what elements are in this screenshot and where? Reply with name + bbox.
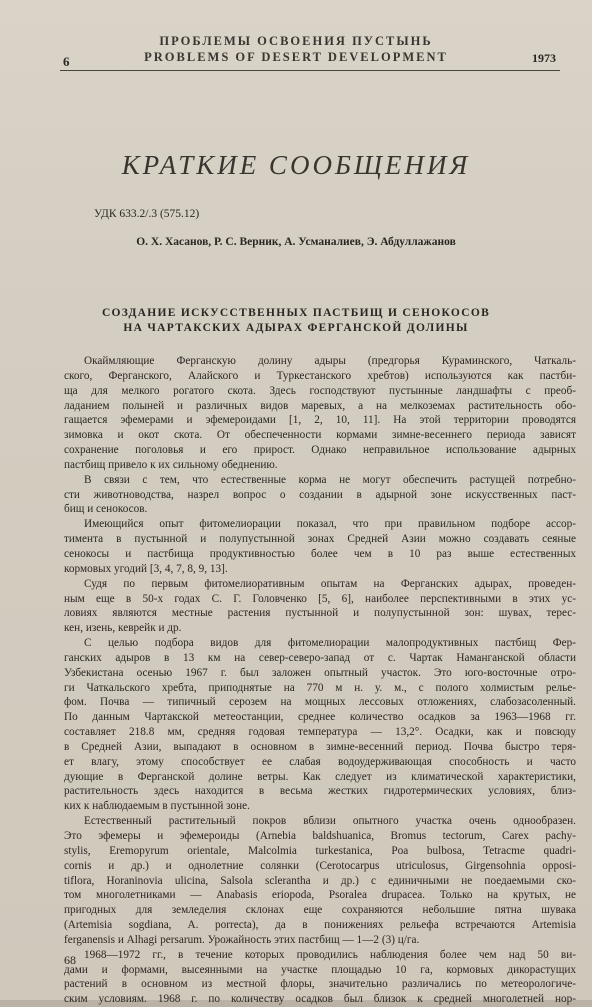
journal-title-ru: ПРОБЛЕМЫ ОСВОЕНИЯ ПУСТЫНЬ — [159, 34, 433, 48]
body-line: (Artemisia sogdiana, A. porrecta), да в понижениях рельефа встречаются Artemisia — [64, 919, 576, 932]
body-line: ги Чаткальского хребта, приподнятые на 770 м н. у. м., с полого холмистым релье- — [64, 681, 576, 694]
article-title-line-2: НА ЧАРТАКСКИХ АДЫРАХ ФЕРГАНСКОЙ ДОЛИНЫ — [123, 322, 469, 334]
issue-year: 1973 — [532, 51, 556, 65]
journal-title-en: PROBLEMS OF DESERT DEVELOPMENT — [144, 50, 448, 64]
body-line: Судя по первым фитомелиоративным опытам на Ферганских адырах, проведен- — [84, 577, 576, 590]
body-line: гащается эфемерами и эфемероидами [1, 2, 10, 11]. На этой территории проводятся — [64, 414, 576, 427]
page-number: 68 — [64, 953, 76, 967]
body-line: пригодных для земледелия склонах еще сохраняются небольшие пятна шувака — [64, 904, 576, 917]
body-line: сохранение поголовья и его прирост. Однако неправильное использование адырных — [64, 444, 576, 457]
body-line: По данным Чартакской метеостанции, среднее количество осадков за 1963—1968 гг. — [64, 711, 576, 724]
body-line: В связи с тем, что естественные корма не могут обеспечить растущей потребно- — [84, 473, 576, 486]
body-line: ным еще в 50-х годах С. Г. Головченко [5, 6], наиболее перспективными в этих ус- — [64, 592, 576, 605]
article-body — [64, 354, 576, 1007]
body-line: Окаймляющие Ферганскую долину адыры (предгорья Кураминского, Чаткаль- — [84, 355, 576, 367]
body-line: stylis, Eremopyrum orientale, Malcolmia turkestanica, Poa bulbosa, Tetracme quadri- — [64, 844, 576, 857]
body-line: сти животноводства, назрел вопрос о создании в адырной зоне искусственных паст- — [64, 488, 576, 501]
body-line: ловиях являются местные растения пустынной и полупустынной зон: шувах, терес- — [64, 607, 576, 620]
body-line: ганских адыров в 13 км на север-северо-запад от с. Чартак Наманганской области — [64, 651, 576, 664]
body-line: составляет 218.8 мм, средняя годовая температура — 13,2°. Осадки, как и повсюду — [64, 726, 576, 739]
body-line: кормовых угодий [3, 4, 7, 8, 9, 13]. — [64, 562, 228, 575]
header-rule — [60, 70, 560, 71]
body-line: бищ и сенокосов. — [64, 503, 148, 516]
body-line: ского, Ферганского, Алайского и Туркестанского хребтов) используются как пастби- — [64, 369, 576, 382]
body-line: тимента в пустынной и полупустынной зонах Средней Азии можно создавать сеяные — [64, 533, 576, 546]
body-line: ет влагу, этому способствует ее слабая водоудерживающая способность и часто — [64, 755, 576, 768]
body-line: ладанием полыней и различных видов маревых, а на мелкоземах растительность обо- — [64, 399, 576, 412]
body-line: том многолетниками — Anabasis eriopoda, Psoralea drupacea. Только на крутых, не — [64, 889, 576, 902]
body-line: ferganensis и Alhagi persarum. Урожайность этих пастбищ — 1—2 (3) ц/га. — [64, 933, 420, 946]
body-line: Узбекистана осенью 1967 г. был заложен опытный участок. Это юго-восточные отро- — [64, 666, 576, 679]
udk-code: УДК 633.2/.3 (575.12) — [94, 208, 200, 220]
body-line: 1968—1972 гг., в течение которых проводились наблюдения более чем над 50 ви- — [84, 948, 576, 961]
body-line: сенокосы и пастбища продуктивностью более чем в 10 раз выше естественных — [64, 547, 576, 560]
body-line: Это эфемеры и эфемероиды (Arnebia baldshuanica, Bromus tectorum, Carex pachy- — [64, 830, 576, 842]
body-line: дующие в Ферганской долине ветры. Как следует из климатической характеристики, — [64, 770, 576, 783]
body-line: cornis и др.) и однолетние солянки (Cerotocarpus utriculosus, Girgensohnia opposi- — [64, 859, 576, 872]
body-line: пастбищ привело к их сильному обеднению. — [64, 458, 278, 471]
body-line: в Средней Азии, выпадают в основном в зимне-весенний период. Почва быстро теря- — [64, 740, 576, 753]
body-line: tiflora, Horaninovia ulicina, Salsola sclerantha и др.) с единичными не поедаемыми ско- — [64, 874, 576, 887]
body-line: ским условиям. 1968 г. по количеству осадков был близок к средней многолетней нор- — [64, 993, 576, 1006]
body-line: фом. Почва — типичный серозем на мощных лессовых отложениях, слабозасоленный. — [64, 696, 576, 709]
body-line: кен, изень, кеврейк и др. — [64, 622, 182, 635]
body-line: Имеющийся опыт фитомелиорации показал, что при правильном подборе ассор- — [84, 518, 576, 531]
article-title-line-1: СОЗДАНИЕ ИСКУССТВЕННЫХ ПАСТБИЩ И СЕНОКОСОВ — [101, 307, 491, 319]
authors: О. Х. Хасанов, Р. С. Верник, А. Усманалиев, Э. Абдуллажанов — [136, 236, 456, 248]
body-line: зимовка и окот скота. От обеспеченности кормами зимне-весеннего периода зависят — [64, 429, 576, 442]
body-line: ща для мелкого рогатого скота. Здесь господствуют пустынные ландшафты с преоб- — [64, 384, 576, 397]
body-line: дами и формами, высеянными на участке площадью 10 га, кормовых дикорастущих — [64, 963, 576, 976]
section-title: КРАТКИЕ СООБЩЕНИЯ — [121, 150, 471, 180]
body-line: растительность здесь находится в весьма жестких гидротермических условиях, близ- — [64, 785, 576, 798]
body-line: Естественный растительный покров вблизи опытного участка очень однообразен. — [84, 815, 576, 828]
issue-number: 6 — [63, 54, 70, 69]
body-line: ких к наблюдаемым в пустынной зоне. — [64, 800, 250, 813]
body-line: растений в основном из местной флоры, значительно различались по метеорологиче- — [64, 978, 576, 991]
body-line: С целью подбора видов для фитомелиорации малопродуктивных пастбищ Фер- — [84, 637, 576, 650]
